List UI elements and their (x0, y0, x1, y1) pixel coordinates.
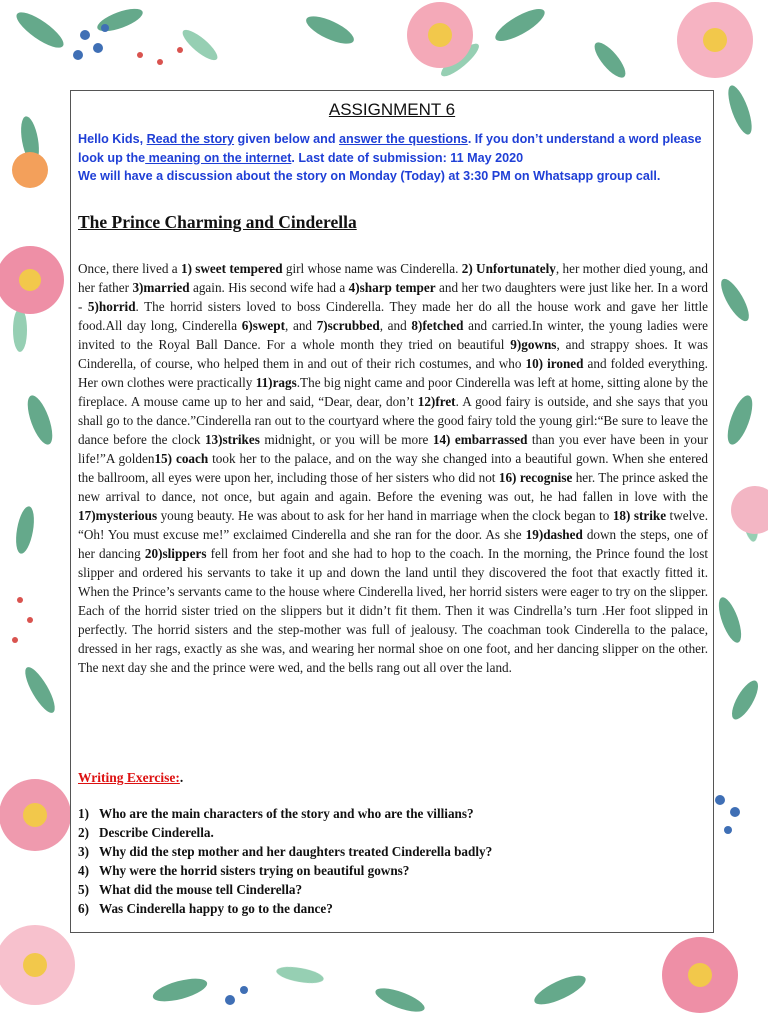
question-number: 5) (78, 882, 89, 897)
intro-lookup-text: . If you don’t understand a word please look up the (78, 132, 702, 165)
story-text: took her to the palace, and on the way she changed into a beautiful gown. When she entered the ballroom, all eyes were upon her, including those of her sisters who did not (78, 451, 708, 485)
story-text: twelve. “Oh! You must excuse me!” exclaimed Cinderella and she ran for the door. As she (78, 508, 708, 542)
vocab-word: 7)scrubbed (316, 318, 380, 333)
story-text: , and (379, 318, 412, 333)
story-text: and her two daughters were just like her. In a word - (78, 280, 708, 314)
vocab-word: 14) embarrassed (432, 432, 528, 447)
question-item (78, 880, 698, 899)
story-text: again. His second wife had a (189, 280, 349, 295)
question-list (78, 804, 698, 918)
vocab-word: 16) recognise (498, 470, 573, 485)
story-text: Once, there lived a (78, 261, 181, 276)
question-number: 6) (78, 901, 89, 916)
intro-answer-questions: answer the questions (339, 132, 468, 146)
vocab-word: 8)fetched (411, 318, 464, 333)
vocab-word: 6)swept (241, 318, 285, 333)
story-title: The Prince Charming and Cinderella (78, 212, 357, 232)
story-text: than you ever have been in your life!”A golden (78, 432, 709, 466)
vocab-word: 11)rags (255, 375, 297, 390)
question-number: 4) (78, 863, 89, 878)
question-text: What did the mouse tell Cinderella? (99, 882, 303, 897)
story-text: girl whose name was Cinderella. (282, 261, 462, 276)
story-text: , her mother died young, and her father (78, 261, 708, 295)
story-text: .The big night came and poor Cinderella was left at home, sitting alone by the fireplace. A mouse came up to her and said, “Dear, dear, don’t (78, 375, 708, 409)
question-item (78, 842, 698, 861)
intro-instructions (78, 130, 710, 186)
question-item (78, 804, 698, 823)
vocab-word: 20)slippers (144, 546, 207, 561)
story-text: and carried.In winter, the young ladies were invited to the Royal Ball Dance. For a whole month they tried on beautiful (78, 318, 709, 352)
vocab-word: 4)sharp temper (348, 280, 436, 295)
vocab-word: 15) coach (154, 451, 209, 466)
vocab-word: 5)horrid (87, 299, 136, 314)
vocab-word: 1) sweet tempered (180, 261, 283, 276)
vocab-word: 3)married (132, 280, 190, 295)
intro-given-below: given below and (234, 132, 340, 146)
question-text: Was Cinderella happy to go to the dance? (99, 901, 333, 916)
question-text: Why did the step mother and her daughters treated Cinderella badly? (99, 844, 493, 859)
vocab-word: 2) Unfortunately (461, 261, 556, 276)
intro-discussion: We will have a discussion about the story on Monday (Today) at 3:30 PM on Whatsapp group call. (78, 169, 661, 183)
question-text: Who are the main characters of the story and who are the villians? (99, 806, 474, 821)
question-item (78, 823, 698, 842)
story-text: . The horrid sisters loved to boss Cinderella. They made her do all the house work and gave her little food.All day long, Cinderella (78, 299, 708, 333)
vocab-word: 9)gowns (510, 337, 557, 352)
story-text: down the steps, one of her dancing (78, 527, 708, 561)
intro-last-date: . Last date of submission: 11 May 2020 (291, 150, 524, 165)
assignment-sheet (70, 90, 714, 933)
story-text: . A good fairy is outside, and she says that you shall go to the dance.”Cinderella ran out to the courtyard where the good fairy told the young girl:“Be sure to leave the dance before the clock (78, 394, 708, 447)
story-text: her. The prince asked the new arrival to dance, not once, but again and again. Before the evening was out, he had fallen in love with the (78, 470, 709, 504)
question-text: Why were the horrid sisters trying on beautiful gowns? (99, 863, 410, 878)
vocab-word: 12)fret (417, 394, 456, 409)
story-text: fell from her foot and she had to hop to the coach. In the morning, the Prince found the lost slipper and ordered his servants to take it up and down the land until they discovered the foot that exactly fitted it. When the Prince’s servants came to the house where Cinderella lived, her horrid sisters were eager to try on the slipper. Each of the horrid sister tried on the slippers but it didn’t fit them. Then it was Cindrella’s turn .Her foot slipped in perfectly. The horrid sisters and the step-mother was full of jealousy. The coachman took Cinderella to the palace, dressed in her rags, exactly as she was, and wearing her normal shoe on one foot, and her dancing slipper on the other. The next day she and the prince were wed, and the bells rang out all over the land. (78, 546, 708, 675)
question-item (78, 861, 698, 880)
vocab-word: 13)strikes (204, 432, 260, 447)
story-text: midnight, or you will be more (259, 432, 433, 447)
story-text: , and (284, 318, 317, 333)
story-text: , and strappy shoes. It was Cinderella, of course, who helped them in and out of their rich costumes, and who (78, 337, 708, 371)
question-number: 1) (78, 806, 89, 821)
vocab-word: 19)dashed (525, 527, 583, 542)
vocab-word: 10) ironed (525, 356, 584, 371)
question-number: 3) (78, 844, 89, 859)
story-text: and folded everything. Her own clothes were practically (78, 356, 708, 390)
exercise-title: Writing Exercise:. (78, 770, 184, 785)
assignment-title: ASSIGNMENT 6 (328, 100, 456, 119)
vocab-word: 18) strike (612, 508, 667, 523)
question-number: 2) (78, 825, 89, 840)
question-text: Describe Cinderella. (99, 825, 214, 840)
story-text: young beauty. He was about to ask for her hand in marriage when the clock began to (157, 508, 613, 523)
intro-greeting: Hello Kids, (78, 132, 147, 146)
intro-read-story: Read the story (146, 132, 235, 146)
question-item (78, 899, 698, 918)
vocab-word: 17)mysterious (78, 508, 158, 523)
story-body (78, 259, 708, 677)
intro-meaning-internet: meaning on the internet (145, 150, 292, 165)
